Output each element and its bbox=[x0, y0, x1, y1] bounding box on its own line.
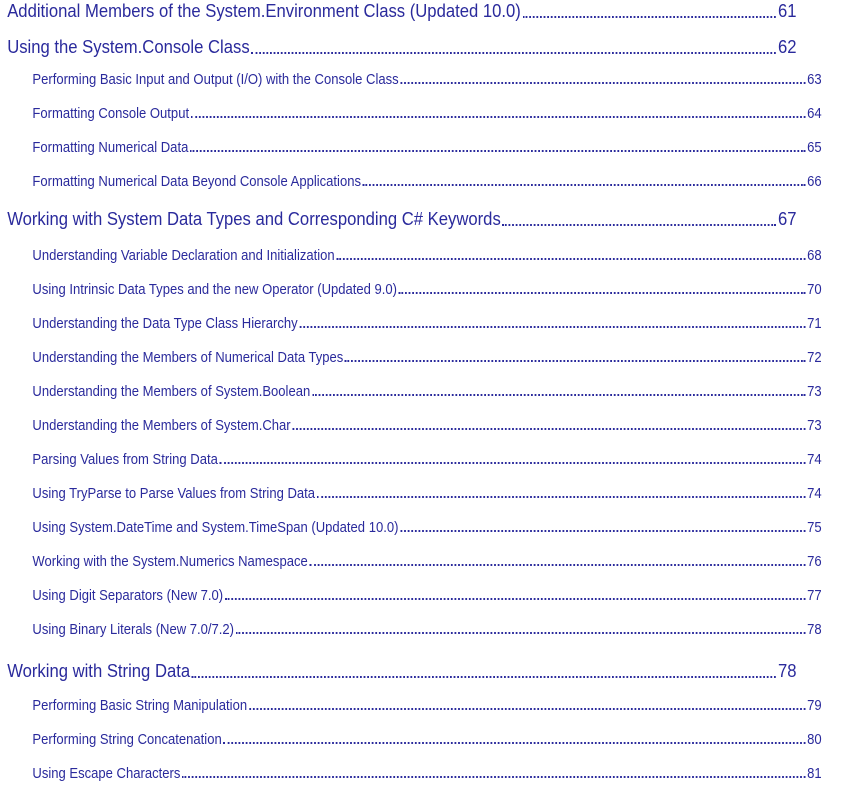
toc-page-number: 76 bbox=[807, 554, 822, 570]
toc-subsection-entry bbox=[0, 384, 842, 400]
toc-page-number: 77 bbox=[807, 588, 822, 604]
dot-leader bbox=[292, 428, 805, 430]
dot-leader bbox=[312, 394, 805, 396]
toc-entry-title: Using Digit Separators (New 7.0) bbox=[32, 588, 224, 604]
toc-entry-title: Using Intrinsic Data Types and the new Operator (Updated 9.0) bbox=[32, 282, 398, 298]
toc-subsection-entry bbox=[0, 316, 842, 332]
toc-page-number: 63 bbox=[807, 72, 822, 88]
dot-leader bbox=[399, 292, 806, 294]
toc-subsection-entry bbox=[0, 106, 842, 122]
dot-leader bbox=[251, 52, 776, 54]
toc-subsection-entry bbox=[0, 698, 842, 714]
dot-leader bbox=[249, 708, 805, 710]
toc-entry-title: Working with System Data Types and Corresponding C# Keywords bbox=[7, 208, 501, 229]
toc-entry-title: Working with String Data bbox=[7, 660, 191, 681]
toc-entry-title: Understanding the Members of Numerical Data Types bbox=[32, 350, 344, 366]
toc-subsection-entry bbox=[0, 140, 842, 156]
toc-entry-title: Additional Members of the System.Environment Class (Updated 10.0) bbox=[7, 0, 521, 21]
toc-page-number: 70 bbox=[807, 282, 822, 298]
dot-leader bbox=[401, 82, 806, 84]
dot-leader bbox=[336, 258, 805, 260]
dot-leader bbox=[503, 224, 777, 226]
toc-entry-title: Using TryParse to Parse Values from String Data bbox=[32, 486, 316, 502]
toc-subsection-entry bbox=[0, 350, 842, 366]
dot-leader bbox=[299, 326, 805, 328]
toc-subsection-entry bbox=[0, 766, 842, 782]
dot-leader bbox=[190, 150, 805, 152]
toc-entry-title: Understanding the Data Type Class Hierarchy bbox=[32, 316, 298, 332]
dot-leader bbox=[191, 116, 805, 118]
toc-entry-title: Understanding Variable Declaration and Initialization bbox=[32, 248, 335, 264]
toc-page-number: 72 bbox=[807, 350, 822, 366]
toc-page-number: 66 bbox=[807, 174, 822, 190]
toc-entry-title: Performing String Concatenation bbox=[32, 732, 222, 748]
toc-page-number: 79 bbox=[807, 698, 822, 714]
toc-subsection-entry bbox=[0, 72, 842, 88]
toc-subsection-entry bbox=[0, 486, 842, 502]
dot-leader bbox=[310, 564, 806, 566]
dot-leader bbox=[317, 496, 806, 498]
toc-entry-title: Using System.DateTime and System.TimeSpan (Updated 10.0) bbox=[32, 520, 399, 536]
toc-page-number: 73 bbox=[807, 418, 822, 434]
toc-entry-title: Using Binary Literals (New 7.0/7.2) bbox=[32, 622, 235, 638]
toc-page-number: 61 bbox=[777, 0, 797, 21]
toc-page-number: 65 bbox=[807, 140, 822, 156]
toc-page-number: 67 bbox=[777, 208, 797, 229]
toc-entry-title: Using Escape Characters bbox=[32, 766, 181, 782]
toc-page-number: 80 bbox=[807, 732, 822, 748]
toc-page-number: 78 bbox=[777, 660, 797, 681]
toc-subsection-entry bbox=[0, 588, 842, 604]
toc-subsection-entry bbox=[0, 732, 842, 748]
toc-page-number: 75 bbox=[807, 520, 822, 536]
toc-page-number: 62 bbox=[777, 36, 797, 57]
toc-page-number: 73 bbox=[807, 384, 822, 400]
toc-page-number: 74 bbox=[807, 486, 822, 502]
toc-entry-title: Understanding the Members of System.Boolean bbox=[32, 384, 311, 400]
toc-page-number: 71 bbox=[807, 316, 822, 332]
toc-section-entry bbox=[0, 0, 816, 22]
toc-entry-title: Formatting Numerical Data Beyond Console Applications bbox=[32, 174, 361, 190]
toc-page-number: 81 bbox=[807, 766, 822, 782]
toc-entry-title: Formatting Console Output bbox=[32, 106, 190, 122]
toc-entry-title: Parsing Values from String Data bbox=[32, 452, 218, 468]
toc-entry-title: Understanding the Members of System.Char bbox=[32, 418, 291, 434]
toc-subsection-entry bbox=[0, 520, 842, 536]
toc-section-entry bbox=[0, 660, 816, 682]
dot-leader bbox=[220, 462, 806, 464]
toc-entry-title: Using the System.Console Class bbox=[7, 36, 250, 57]
toc-page-number: 78 bbox=[807, 622, 822, 638]
toc-page-number: 68 bbox=[807, 248, 822, 264]
toc-subsection-entry bbox=[0, 554, 842, 570]
toc-entry-title: Working with the System.Numerics Namespace bbox=[32, 554, 308, 570]
toc-entry-title: Formatting Numerical Data bbox=[32, 140, 189, 156]
toc-entry-title: Performing Basic String Manipulation bbox=[32, 698, 248, 714]
toc-subsection-entry bbox=[0, 622, 842, 638]
dot-leader bbox=[224, 742, 806, 744]
dot-leader bbox=[345, 360, 805, 362]
toc-subsection-entry bbox=[0, 174, 842, 190]
dot-leader bbox=[182, 776, 805, 778]
toc-subsection-entry bbox=[0, 452, 842, 468]
toc-section-entry bbox=[0, 208, 816, 230]
toc-entry-title: Performing Basic Input and Output (I/O) with the Console Class bbox=[32, 72, 399, 88]
dot-leader bbox=[225, 598, 805, 600]
toc-page-number: 64 bbox=[807, 106, 822, 122]
dot-leader bbox=[192, 676, 776, 678]
toc-page-number: 74 bbox=[807, 452, 822, 468]
toc-section-entry bbox=[0, 36, 816, 58]
dot-leader bbox=[236, 632, 806, 634]
toc-subsection-entry bbox=[0, 418, 842, 434]
dot-leader bbox=[363, 184, 806, 186]
dot-leader bbox=[400, 530, 805, 532]
toc-subsection-entry bbox=[0, 248, 842, 264]
toc-subsection-entry bbox=[0, 282, 842, 298]
dot-leader bbox=[523, 16, 777, 18]
